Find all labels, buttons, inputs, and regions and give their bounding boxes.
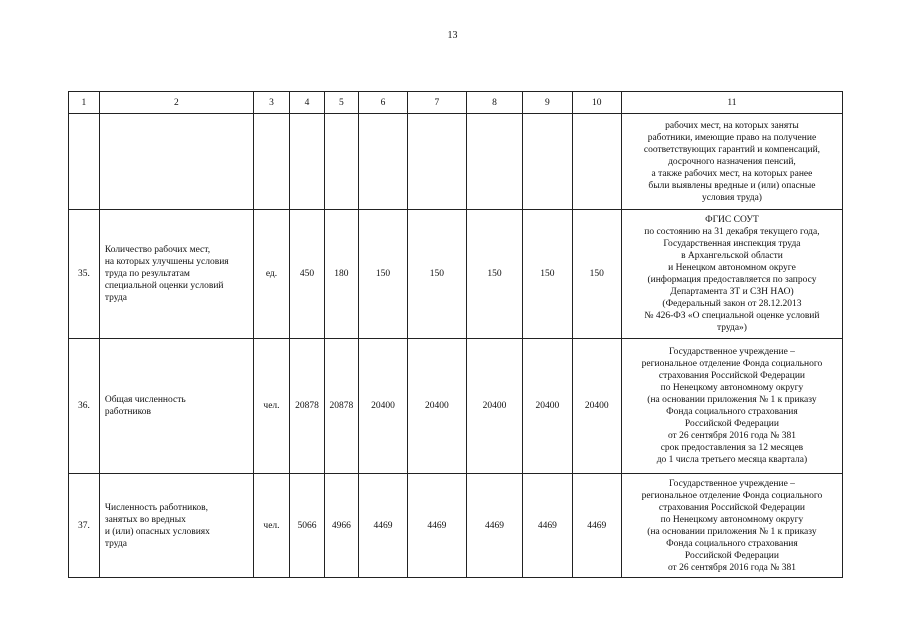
value-cell: 180 bbox=[324, 210, 358, 339]
source-cell: рабочих мест, на которых заняты работники, имеющие право на получение соответствующих гарантий и компенсаций, досрочного назначения пенсий, а также рабочих мест, на которых ранее были выявлены вредные и (или) опасные условия труда) bbox=[621, 114, 842, 210]
column-header: 7 bbox=[408, 92, 467, 114]
row-number: 37. bbox=[69, 474, 100, 578]
page-number: 13 bbox=[447, 30, 458, 41]
indicator-name: Численность работников, занятых во вредных и (или) опасных условиях труда bbox=[99, 474, 253, 578]
table-row bbox=[69, 339, 843, 474]
column-header: 9 bbox=[523, 92, 572, 114]
unit-cell: ед. bbox=[254, 210, 290, 339]
value-cell: 20878 bbox=[289, 339, 324, 474]
column-header: 8 bbox=[466, 92, 523, 114]
column-header: 4 bbox=[289, 92, 324, 114]
header-row bbox=[69, 92, 843, 114]
column-header: 2 bbox=[99, 92, 253, 114]
value-cell: 150 bbox=[358, 210, 407, 339]
value-cell: 20878 bbox=[324, 339, 358, 474]
value-cell: 4469 bbox=[523, 474, 572, 578]
column-header: 3 bbox=[254, 92, 290, 114]
table-row-continuation bbox=[69, 114, 843, 210]
column-header: 6 bbox=[358, 92, 407, 114]
column-header: 11 bbox=[621, 92, 842, 114]
unit-cell: чел. bbox=[254, 339, 290, 474]
value-cell: 4469 bbox=[358, 474, 407, 578]
table-row bbox=[69, 474, 843, 578]
unit-cell: чел. bbox=[254, 474, 290, 578]
value-cell: 20400 bbox=[358, 339, 407, 474]
value-cell: 4469 bbox=[408, 474, 467, 578]
value-cell: 4469 bbox=[466, 474, 523, 578]
value-cell: 4469 bbox=[572, 474, 621, 578]
source-cell: ФГИС СОУТ по состоянию на 31 декабря текущего года, Государственная инспекция труда в Архангельской области и Ненецком автономном округе (информация предоставляется по запросу Департамента ЗТ и СЗН НАО) (Федеральный закон от 28.12.2013 № 426-ФЗ «О специальной оценке условий труда») bbox=[621, 210, 842, 339]
source-cell: Государственное учреждение – региональное отделение Фонда социального страхования Российской Федерации по Ненецкому автономному округу (на основании приложения № 1 к приказу Фонда социального страхования Российской Федерации от 26 сентября 2016 года № 381 bbox=[621, 474, 842, 578]
value-cell: 150 bbox=[466, 210, 523, 339]
column-header: 5 bbox=[324, 92, 358, 114]
row-number: 36. bbox=[69, 339, 100, 474]
value-cell: 20400 bbox=[572, 339, 621, 474]
row-number: 35. bbox=[69, 210, 100, 339]
table-row bbox=[69, 210, 843, 339]
value-cell: 20400 bbox=[523, 339, 572, 474]
value-cell: 20400 bbox=[466, 339, 523, 474]
indicators-table bbox=[68, 91, 843, 578]
value-cell: 20400 bbox=[408, 339, 467, 474]
column-header: 10 bbox=[572, 92, 621, 114]
value-cell: 5066 bbox=[289, 474, 324, 578]
column-header: 1 bbox=[69, 92, 100, 114]
source-cell: Государственное учреждение – региональное отделение Фонда социального страхования Российской Федерации по Ненецкому автономному округу (на основании приложения № 1 к приказу Фонда социального страхования Российской Федерации от 26 сентября 2016 года № 381 срок предоставления за 12 месяцев до 1 числа третьего месяца квартала) bbox=[621, 339, 842, 474]
indicator-name: Общая численность работников bbox=[99, 339, 253, 474]
indicator-name: Количество рабочих мест, на которых улучшены условия труда по результатам специальной оценки условий труда bbox=[99, 210, 253, 339]
value-cell: 150 bbox=[572, 210, 621, 339]
value-cell: 4966 bbox=[324, 474, 358, 578]
value-cell: 150 bbox=[523, 210, 572, 339]
value-cell: 450 bbox=[289, 210, 324, 339]
value-cell: 150 bbox=[408, 210, 467, 339]
